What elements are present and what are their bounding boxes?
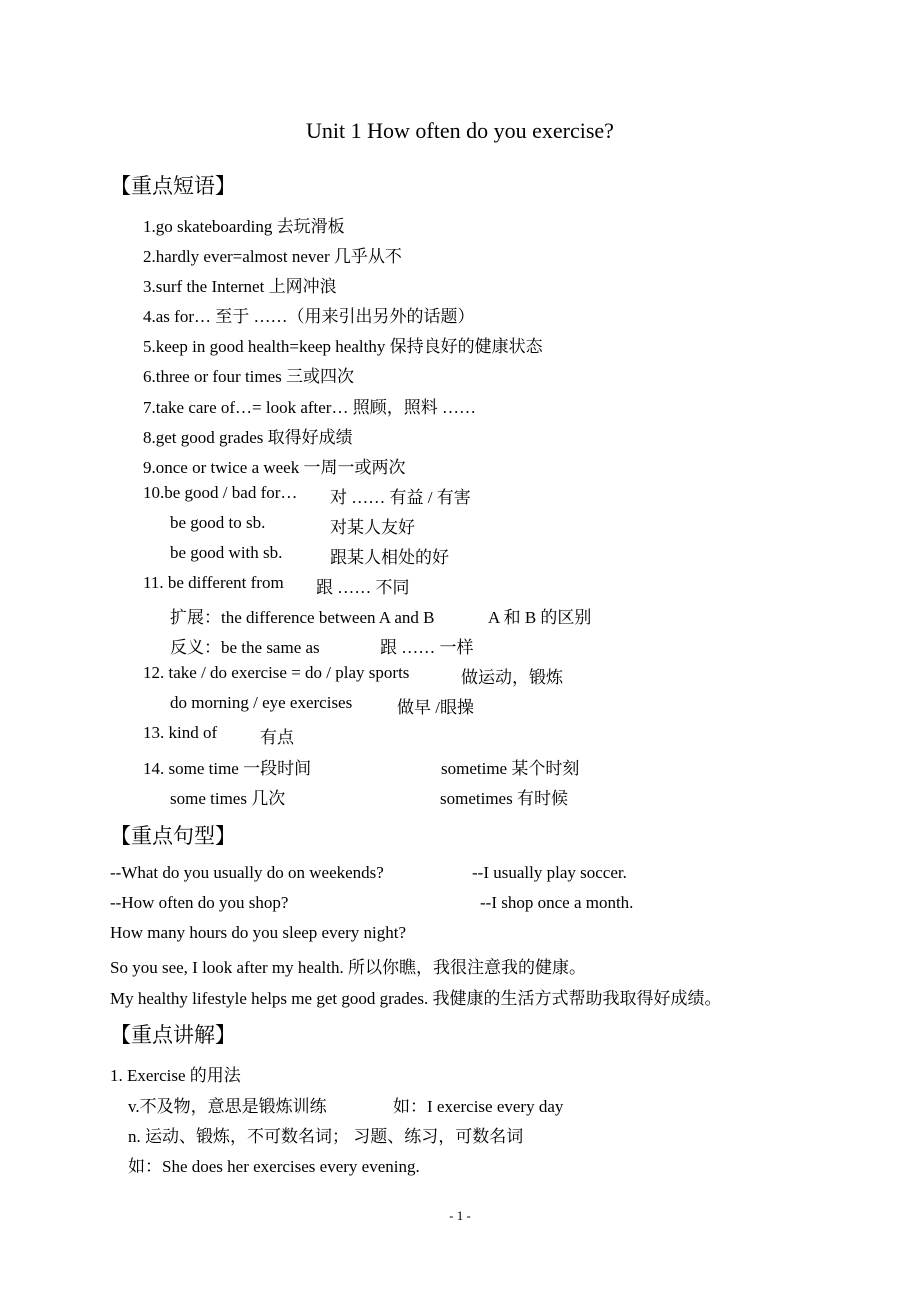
phrase-line: 6.three or four times 三或四次: [143, 367, 355, 386]
phrase-meaning: sometimes 有时候: [440, 789, 568, 808]
phrase-line: 5.keep in good health=keep healthy 保持良好的健康状态: [143, 337, 543, 356]
phrase-line: 11. be different from: [143, 573, 284, 592]
phrase-line: 8.get good grades 取得好成绩: [143, 428, 353, 447]
phrase-line: 1.go skateboarding 去玩滑板: [143, 217, 345, 236]
phrase-meaning: 做早 /眼操: [397, 698, 474, 717]
page-number: - 1 -: [449, 1208, 471, 1223]
phrase-line: some times 几次: [170, 789, 286, 808]
sentence-line: --What do you usually do on weekends?: [110, 863, 384, 882]
phrase-line: 4.as for… 至于 ……（用来引出另外的话题）: [143, 307, 475, 326]
sentence-line: --I shop once a month.: [480, 893, 634, 912]
explanation-line: v.不及物，意思是锻炼训练: [128, 1097, 327, 1116]
page-title: Unit 1 How often do you exercise?: [306, 118, 614, 143]
phrase-meaning: A 和 B 的区别: [488, 608, 592, 627]
sentence-line: How many hours do you sleep every night?: [110, 923, 407, 942]
sentence-line: --I usually play soccer.: [472, 863, 627, 882]
phrase-line: 反义：be the same as: [170, 638, 320, 657]
phrase-line: 3.surf the Internet 上网冲浪: [143, 277, 337, 296]
phrase-meaning: 跟某人相处的好: [330, 548, 449, 567]
phrase-line: 12. take / do exercise = do / play sports: [143, 663, 410, 682]
section-heading-phrases: 【重点短语】: [110, 174, 236, 198]
explanation-line: 1. Exercise 的用法: [110, 1066, 241, 1085]
section-heading-explanations: 【重点讲解】: [110, 1023, 236, 1047]
explanation-line: 如：She does her exercises every evening.: [128, 1157, 420, 1176]
phrase-meaning: 做运动，锻炼: [461, 668, 563, 687]
phrase-line: 扩展：the difference between A and B: [170, 608, 435, 627]
phrase-meaning: 对 …… 有益 / 有害: [330, 488, 471, 507]
phrase-meaning: 有点: [260, 728, 294, 747]
phrase-meaning: 跟 …… 不同: [316, 578, 410, 597]
sentence-line: --How often do you shop?: [110, 893, 289, 912]
section-heading-sentences: 【重点句型】: [110, 824, 236, 848]
explanation-line: n. 运动、锻炼，不可数名词； 习题、练习，可数名词: [128, 1127, 524, 1146]
phrase-line: 2.hardly ever=almost never 几乎从不: [143, 247, 402, 266]
phrase-line: 9.once or twice a week 一周一或两次: [143, 458, 406, 477]
phrase-line: 7.take care of…= look after… 照顾，照料 ……: [143, 398, 476, 417]
phrase-line: be good to sb.: [170, 513, 266, 532]
phrase-meaning: sometime 某个时刻: [441, 759, 580, 778]
phrase-meaning: 跟 …… 一样: [380, 638, 474, 657]
sentence-line: So you see, I look after my health. 所以你瞧，我很注意我的健康。: [110, 958, 586, 977]
phrase-line: 10.be good / bad for…: [143, 483, 298, 502]
phrase-line: do morning / eye exercises: [170, 693, 353, 712]
sentence-line: My healthy lifestyle helps me get good grades. 我健康的生活方式帮助我取得好成绩。: [110, 989, 722, 1008]
phrase-line: 14. some time 一段时间: [143, 759, 312, 778]
phrase-meaning: 对某人友好: [330, 518, 415, 537]
phrase-line: 13. kind of: [143, 723, 218, 742]
explanation-line: 如：I exercise every day: [393, 1097, 564, 1116]
phrase-line: be good with sb.: [170, 543, 283, 562]
